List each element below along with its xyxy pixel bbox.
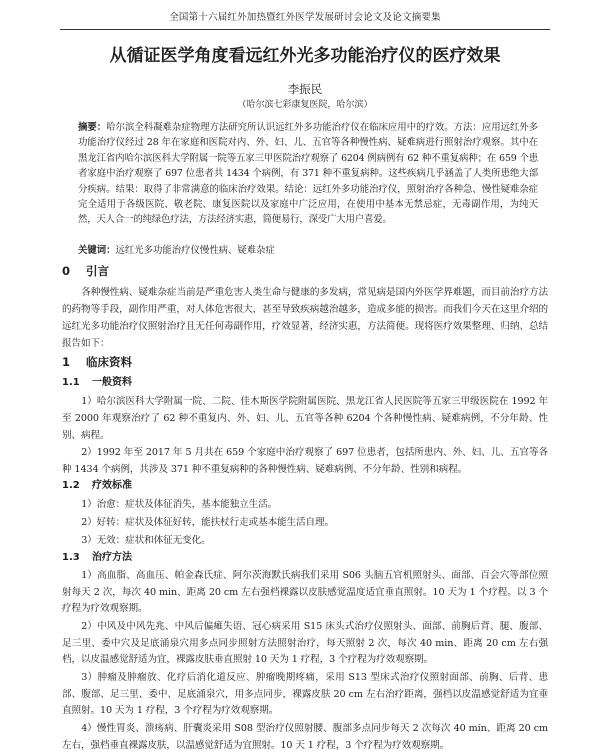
treatment-paragraph-3: 3）肿瘤及肿瘤放、化疗后消化道反应、肿瘤晚期疼痛，采用 S13 型床式治疗仪照射面部、前胸、后背、患部、腹部、足三里、委中、足底涌泉穴，用多点同步，裸露皮肤 20 cm 左右治疗距离，强档以皮温感觉舒适为宜垂直照射。10 天为 1 疗程，3 个疗程为疗效观察期。 bbox=[62, 672, 548, 717]
subsection-title: 一般资料 bbox=[92, 377, 132, 388]
subsection-heading-treatment bbox=[62, 550, 542, 565]
running-head: 全国第十六届红外加热暨红外医学发展研讨会论文及论文摘要集 bbox=[169, 12, 441, 23]
treatment-paragraph-4: 4）慢性胃炎、溃疡病、肝囊炎采用 S08 型治疗仪照射腰、腹部多点同步每天 2 次每次 40 min、距离 20 cm 左右，强档垂直裸露皮肤，以温感觉舒适为宜照射。10 天 1 疗程，3 个疗程为疗效观察期。 bbox=[62, 723, 548, 751]
header-divider bbox=[60, 29, 550, 30]
criteria-item-ineffective: 3）无效：症状和体征无变化。 bbox=[81, 535, 211, 546]
treatment-paragraph-1: 1）高血脂、高血压、帕金森氏症、阿尔茨海默氏病我们采用 S06 头脑五官机照射头、面部、百会穴等部位照射每天 2 次，每次 40 min、距离 20 cm 左右强档裸露以皮肤感觉温度适宜垂直照射。10 天为 1 个疗程。以 3 个疗程为疗效观察期。 bbox=[62, 570, 548, 615]
section-heading-intro bbox=[62, 263, 542, 279]
keywords-label: 关键词： bbox=[78, 245, 116, 256]
section-heading-clinical bbox=[62, 354, 542, 370]
subsection-number: 1.2 bbox=[62, 480, 80, 491]
section-number: 0 bbox=[62, 264, 71, 278]
subsection-heading-criteria bbox=[62, 478, 542, 493]
section-title: 引言 bbox=[86, 264, 109, 278]
subsection-heading-general bbox=[62, 375, 542, 390]
criteria-item-cured: 1）治愈：症状及体征消失，基本能独立生活。 bbox=[81, 499, 278, 510]
subsection-title: 疗效标准 bbox=[92, 480, 132, 491]
general-paragraph-1: 1）哈尔滨医科大学附属一院、二院、佳木斯医学院附属医院、黑龙江省人民医院等五家三甲级医院在 1992 年至 2000 年观察治疗了 62 种不重复内、外、妇、儿、五官等各种 6204 个各种慢性病、疑难病例，不分年龄、性别、病程。 bbox=[62, 396, 548, 441]
author-name: 李振民 bbox=[287, 82, 323, 96]
section-title: 临床资料 bbox=[86, 355, 132, 369]
criteria-item-improved: 2）好转：症状及体征好转，能扶杖行走或基本能生活自理。 bbox=[81, 517, 335, 528]
general-paragraph-2: 2）1992 年至 2017 年 5 月共在 659 个家庭中治疗观察了 697 位患者，包括所患内、外、妇、儿、五官等各种 1434 个病例，共涉及 371 种不重复病种的各种慢性病、疑难病例、不分年龄、性别和病程。 bbox=[62, 447, 548, 475]
abstract bbox=[78, 120, 538, 228]
subsection-number: 1.1 bbox=[62, 377, 80, 388]
keywords-text: 远红光多功能治疗仪慢性病、疑难杂症 bbox=[115, 245, 275, 256]
abstract-text: 哈尔滨全科凝难杂症物理方法研究所认识远红外多功能治疗仪在临床应用中的疗效。方法：应用远红外多功能治疗仪经过 28 年在家庭和医院对内、外、妇、儿、五官等各种慢性病、疑难病进行照射治疗观察。其中在黑龙江省内哈尔滨医科大学附属一院等五家三甲医院治疗观察了 6204 例病例有 62 种不重复病种；在 659 个患者家庭中治疗观察了 697 位患者共 1434 个病例，有 371 种不重复病种。这些疾病几乎涵盖了人类所患绝大部分疾病。结果：取得了非常满意的临床治疗效果。结论：远红外多功能治疗仪，照射治疗各种急、慢性疑难杂症完全适用于各级医院、敬老院、康复医院以及家庭中广泛应用，在使用中基本无禁忌症，无毒副作用，为纯天然，天人合一的纯绿色疗法，方法经济实惠，简便易行，深受广大用户喜爱。 bbox=[78, 122, 538, 226]
treatment-paragraph-2: 2）中风及中风先兆、中风后偏瘫失语、冠心病采用 S15 床头式治疗仪照射头、面部、前胸后背、腿、腹部、足三里、委中穴及足底涌泉穴用多点同步照射方法照射治疗，每天照射 2 次，每次 40 min、距离 20 cm 左右强档，以皮温感觉舒适为宜，裸露皮肤垂直照射 10 天为 1 疗程，3 个疗程为疗效观察期。 bbox=[62, 621, 548, 666]
paper-title: 从循证医学角度看远红外光多功能治疗仪的医疗效果 bbox=[109, 46, 501, 66]
abstract-label: 摘要： bbox=[78, 122, 107, 133]
intro-paragraph: 各种慢性病、疑难杂症当前是严重危害人类生命与健康的多发病，常见病是国内外医学界难题，而目前治疗方法的药物等手段，副作用严重，对人体危害很大，甚至导致疾病越治越多，造成多能的损害。而我们今天在这里介绍的远红光多功能治疗仪照射治疗且无任何毒副作用，疗效显著，经济实惠，方法简便。现将医疗效果整理、归纳、总结报告如下： bbox=[62, 287, 548, 349]
subsection-number: 1.3 bbox=[62, 552, 80, 563]
subsection-title: 治疗方法 bbox=[92, 552, 132, 563]
section-number: 1 bbox=[62, 355, 71, 369]
keywords bbox=[78, 243, 538, 258]
author-affiliation: （哈尔滨七彩康复医院，哈尔滨） bbox=[237, 100, 373, 110]
